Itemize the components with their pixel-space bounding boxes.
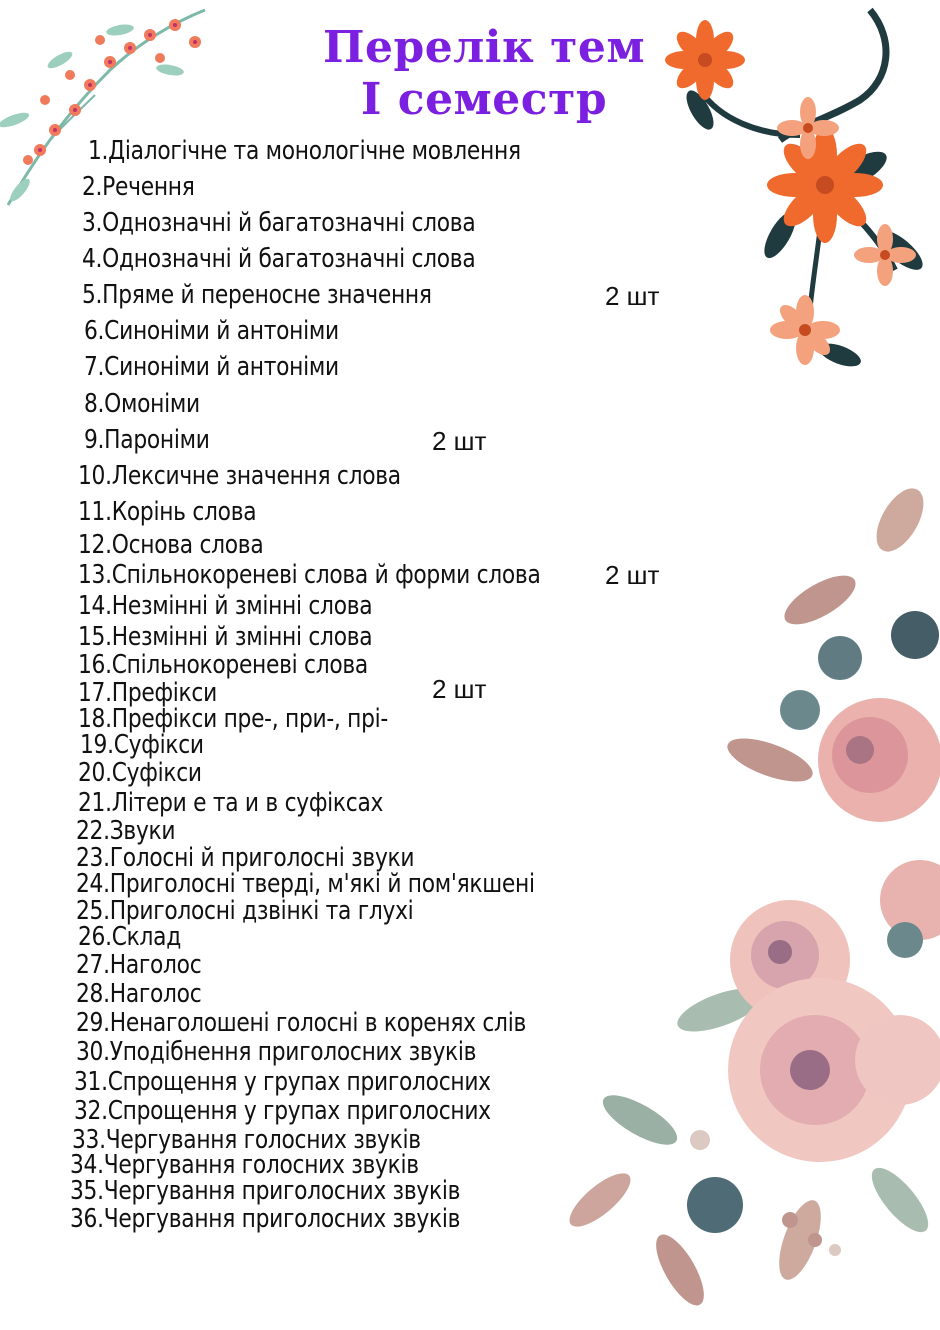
list-item: 31.Спрощення у групах приголосних [74,1067,491,1097]
list-item: 19.Суфікси [80,730,204,760]
list-item: 32.Спрощення у групах приголосних [74,1096,491,1126]
quantity-note: 2 шт [605,560,660,590]
list-item: 5.Пряме й переносне значення [82,280,432,310]
page-title: Перелік тем [322,22,646,73]
page-subtitle: І семестр [360,74,608,125]
quantity-note: 2 шт [432,426,487,456]
list-item: 13.Спільнокореневі слова й форми слова [78,560,541,590]
list-item: 20.Суфікси [78,758,202,788]
list-item: 10.Лексичне значення слова [78,461,401,491]
list-item: 29.Ненаголошені голосні в коренях слів [76,1008,527,1038]
list-item: 14.Незмінні й змінні слова [78,591,373,621]
list-item: 15.Незмінні й змінні слова [78,622,373,652]
list-item: 12.Основа слова [78,530,264,560]
list-item: 23.Голосні й приголосні звуки [76,843,415,873]
list-item: 1.Діалогічне та монологічне мовлення [88,136,521,166]
list-item: 8.Омоніми [84,389,200,419]
list-item: 17.Префікси [78,678,217,708]
list-item: 7.Синоніми й антоніми [84,352,339,382]
list-item: 36.Чергування приголосних звуків [70,1204,461,1234]
list-item: 22.Звуки [76,816,176,846]
list-item: 4.Однозначні й багатозначні слова [82,244,476,274]
quantity-note: 2 шт [432,674,487,704]
list-item: 18.Префікси пре-, при-, прі- [78,704,388,734]
list-item: 34.Чергування голосних звуків [70,1150,419,1180]
list-item: 28.Наголос [76,979,202,1009]
list-item: 9.Пароніми [84,425,210,455]
list-item: 25.Приголосні дзвінкі та глухі [76,896,414,926]
list-item: 35.Чергування приголосних звуків [70,1176,461,1206]
list-item: 3.Однозначні й багатозначні слова [82,208,476,238]
watercolor-flowers-icon [562,481,940,1312]
list-item: 2.Речення [82,172,195,202]
list-item: 11.Корінь слова [78,497,257,527]
quantity-note: 2 шт [605,281,660,311]
list-item: 16.Спільнокореневі слова [78,650,368,680]
list-item: 33.Чергування голосних звуків [72,1125,421,1155]
list-item: 24.Приголосні тверді, м'які й пом'якшені [76,869,535,899]
list-item: 27.Наголос [76,950,202,980]
list-item: 21.Літери е та и в суфіксах [78,788,384,818]
list-item: 26.Склад [78,922,181,952]
list-item: 6.Синоніми й антоніми [84,316,339,346]
list-item: 30.Уподібнення приголосних звуків [76,1037,477,1067]
